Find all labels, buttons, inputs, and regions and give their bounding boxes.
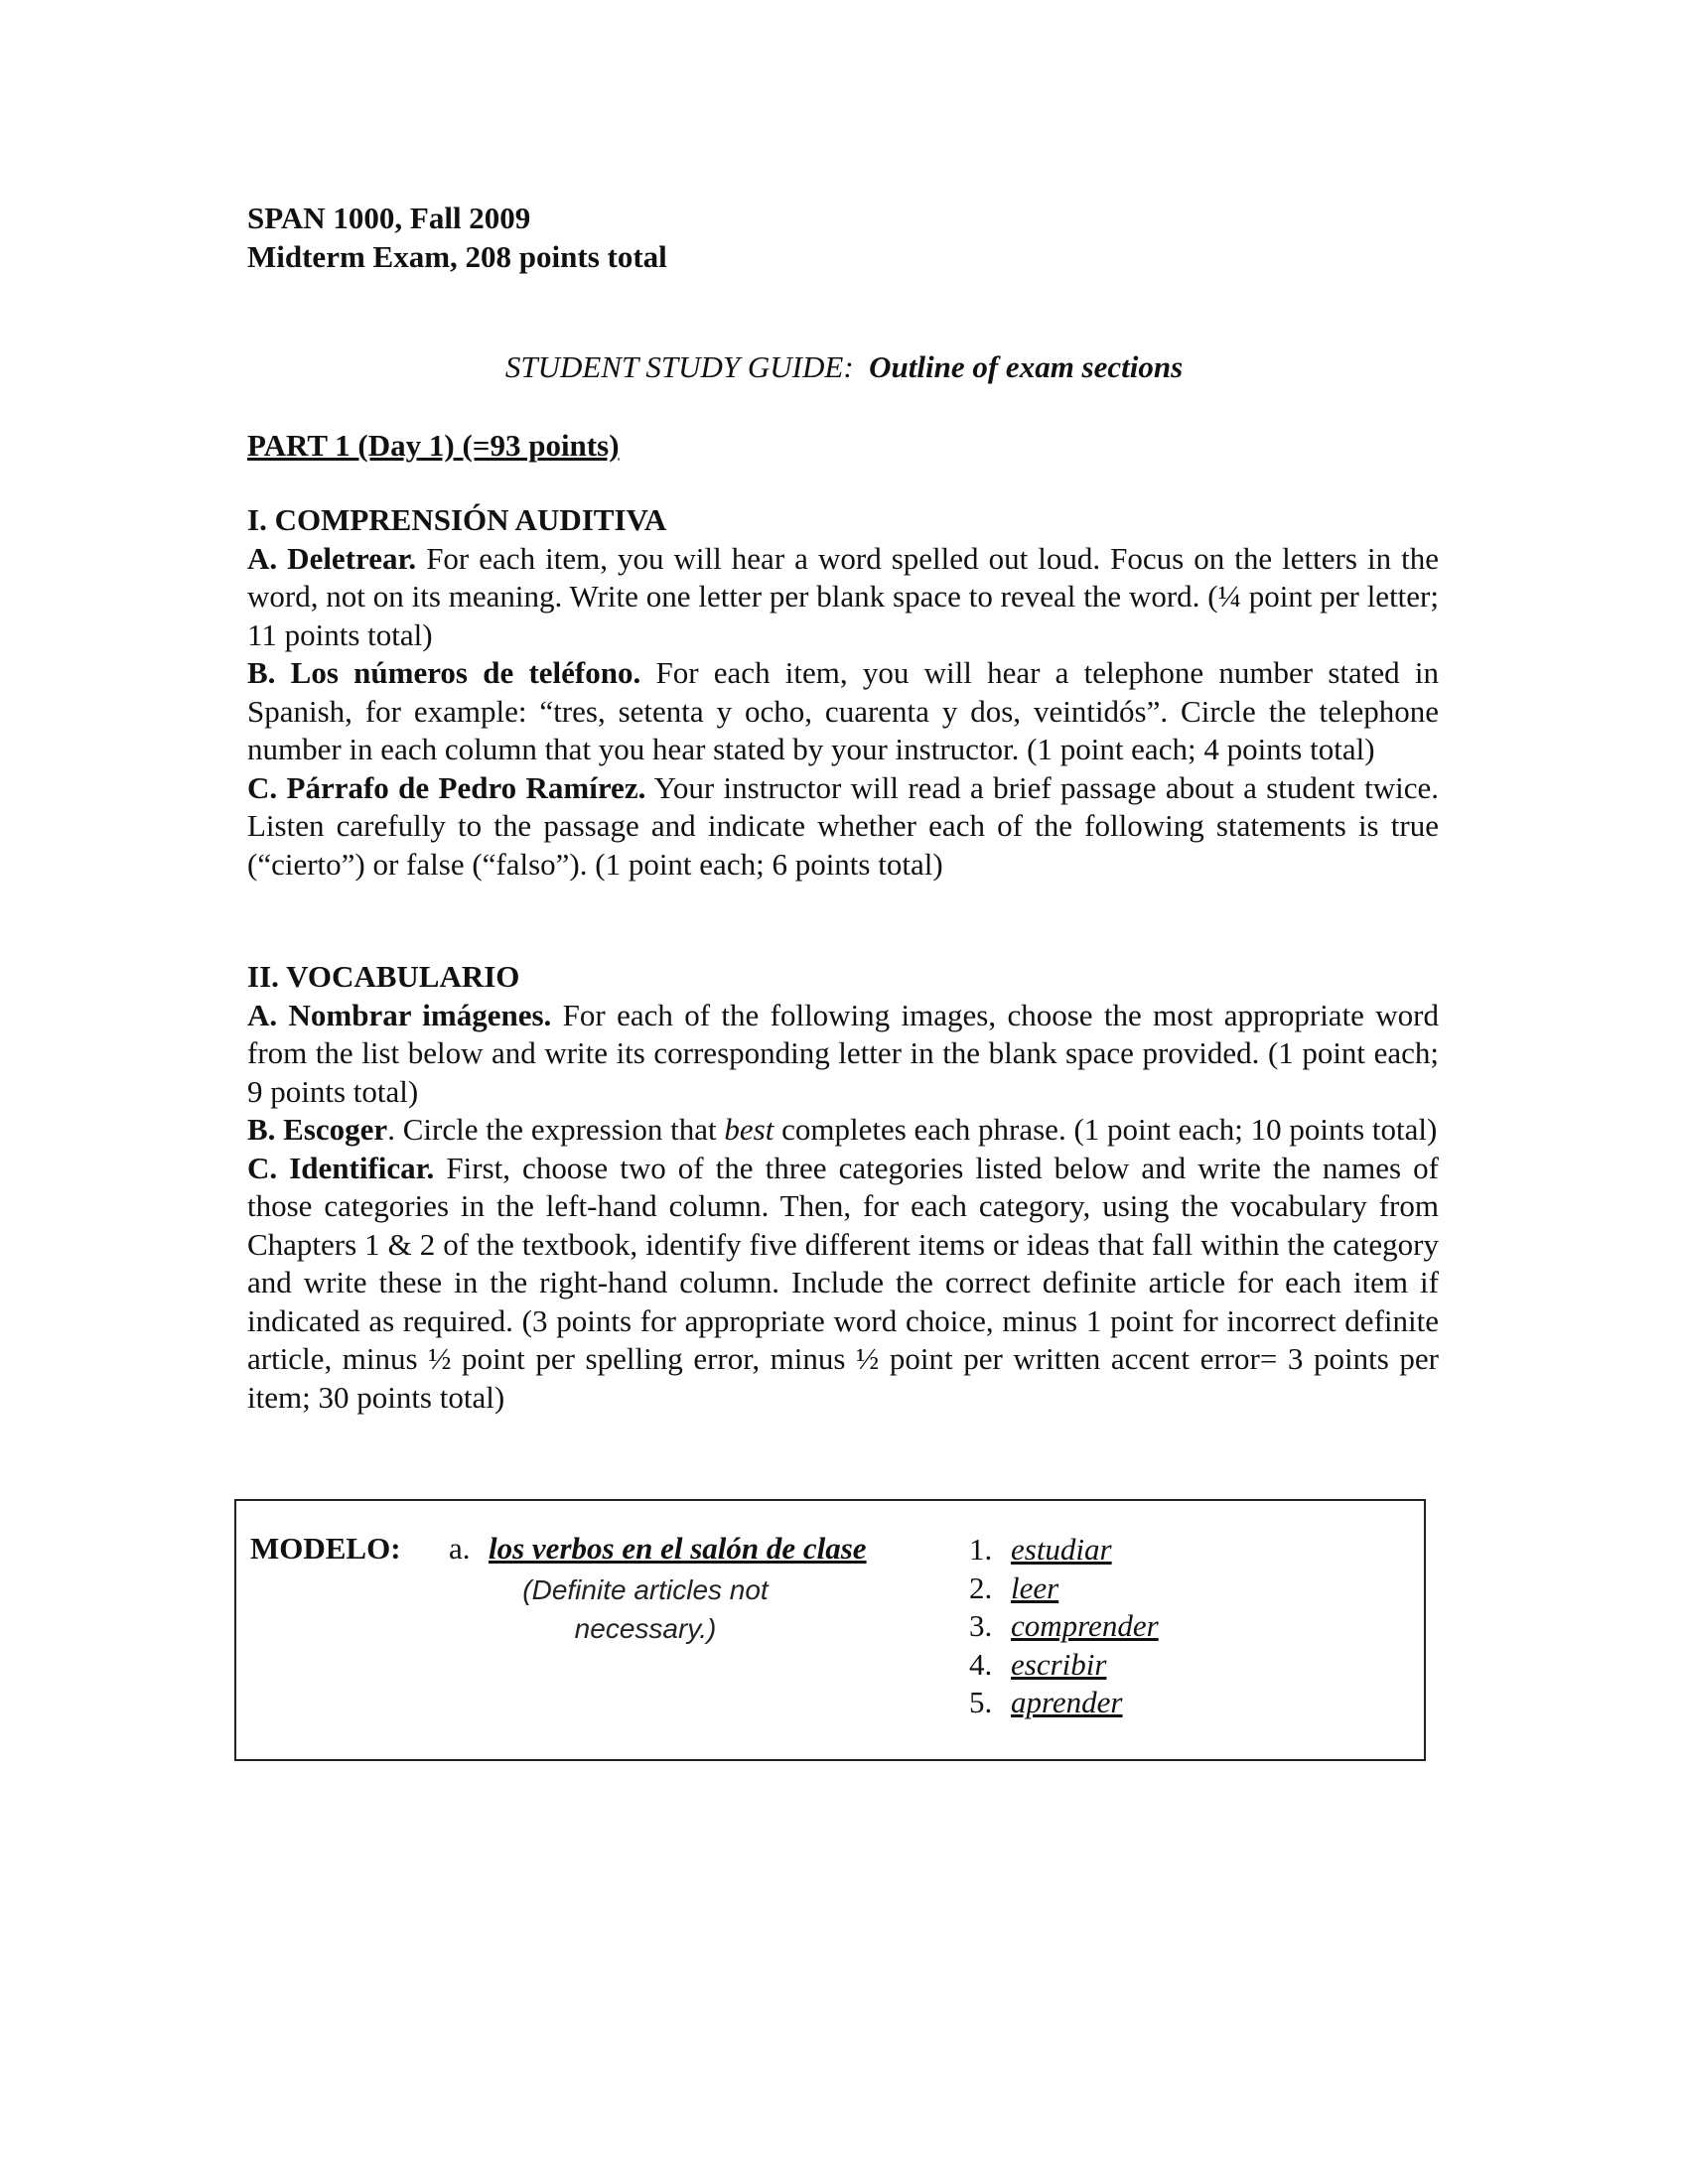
model-example-box	[234, 1499, 1426, 1761]
answer-word: leer	[1011, 1570, 1059, 1605]
answer-word: escribir	[1011, 1646, 1107, 1682]
model-label: MODELO:	[250, 1531, 401, 1566]
item-text: For each item, you will hear a word spelled out loud. Focus on the letters in the word, not on its meaning. Write one letter per blank space to reveal the word. (¼ point per letter; 11 points total)	[247, 540, 1439, 652]
item-label: C. Identificar.	[247, 1150, 435, 1185]
course-title: SPAN 1000, Fall 2009	[247, 201, 531, 235]
study-guide-title	[0, 349, 1688, 385]
model-category: los verbos en el salón de clase	[489, 1531, 867, 1566]
section-item	[247, 769, 1439, 885]
section-item	[247, 654, 1439, 769]
exam-header	[247, 199, 667, 276]
list-item	[969, 1607, 1159, 1646]
item-text: Your instructor will read a brief passage about a student twice. Listen carefully to the passage and indicate whether each of the following statements is true (“cierto”) or false (“falso”). (1 point each; 6 points total)	[247, 769, 1439, 882]
item-label: A. Nombrar imágenes.	[247, 997, 552, 1032]
answer-word: estudiar	[1011, 1532, 1112, 1567]
section-comprension-auditiva	[247, 501, 1439, 884]
list-item	[969, 1531, 1159, 1570]
item-label: C. Párrafo de Pedro Ramírez.	[247, 769, 646, 805]
study-guide-title-part2: Outline of exam sections	[869, 349, 1184, 384]
list-number: 3.	[969, 1608, 993, 1643]
exam-title: Midterm Exam, 208 points total	[247, 239, 667, 274]
section-item	[247, 1111, 1439, 1150]
model-answer-list	[969, 1531, 1159, 1722]
item-text: For each of the following images, choose the most appropriate word from the list below and write its corresponding letter in the blank space provided. (1 point each; 9 points total)	[247, 997, 1440, 1109]
list-item	[969, 1570, 1159, 1608]
item-text: . Circle the expression that	[387, 1112, 725, 1147]
model-note	[449, 1570, 842, 1648]
item-emphasis: best	[724, 1112, 774, 1147]
item-label: A. Deletrear.	[247, 540, 417, 576]
section-heading: II. VOCABULARIO	[247, 959, 520, 994]
answer-word: aprender	[1011, 1685, 1123, 1719]
section-item	[247, 540, 1439, 655]
study-guide-title-part1: STUDENT STUDY GUIDE:	[504, 349, 854, 384]
list-number: 2.	[969, 1570, 993, 1605]
item-text: completes each phrase. (1 point each; 10 points total)	[774, 1112, 1438, 1147]
list-item	[969, 1684, 1159, 1722]
section-item	[247, 1150, 1439, 1418]
answer-word: comprender	[1011, 1608, 1159, 1643]
list-number: 1.	[969, 1532, 993, 1567]
item-label: B. Los números de teléfono.	[247, 655, 641, 690]
section-item	[247, 997, 1439, 1112]
model-note-line: necessary.)	[574, 1613, 717, 1644]
part-title: PART 1 (Day 1) (=93 points)	[247, 428, 620, 463]
model-letter: a.	[449, 1531, 471, 1566]
item-text: For each item, you will hear a telephone number stated in Spanish, for example: “tres, setenta y ocho, cuarenta y dos, veintidós”. Circle the telephone number in each column that you hear stated by your instructor. (1 point each; 4 points total)	[247, 655, 1440, 766]
item-text: First, choose two of the three categories listed below and write the names of those categories in the left-hand column. Then, for each category, using the vocabulary from Chapters 1 & 2 of the textbook, identify five different items or ideas that fall within the category and write these in the right-hand column. Include the correct definite article for each item if indicated as required. (3 points for appropriate word choice, minus 1 point for incorrect definite article, minus ½ point per spelling error, minus ½ point per written accent error= 3 points per item; 30 points total)	[247, 1150, 1439, 1415]
section-vocabulario	[247, 958, 1439, 1417]
section-heading: I. COMPRENSIÓN AUDITIVA	[247, 502, 667, 537]
model-note-line: (Definite articles not	[522, 1574, 769, 1605]
list-number: 5.	[969, 1685, 993, 1719]
list-item	[969, 1646, 1159, 1685]
item-label: B. Escoger	[247, 1112, 388, 1147]
list-number: 4.	[969, 1646, 993, 1682]
